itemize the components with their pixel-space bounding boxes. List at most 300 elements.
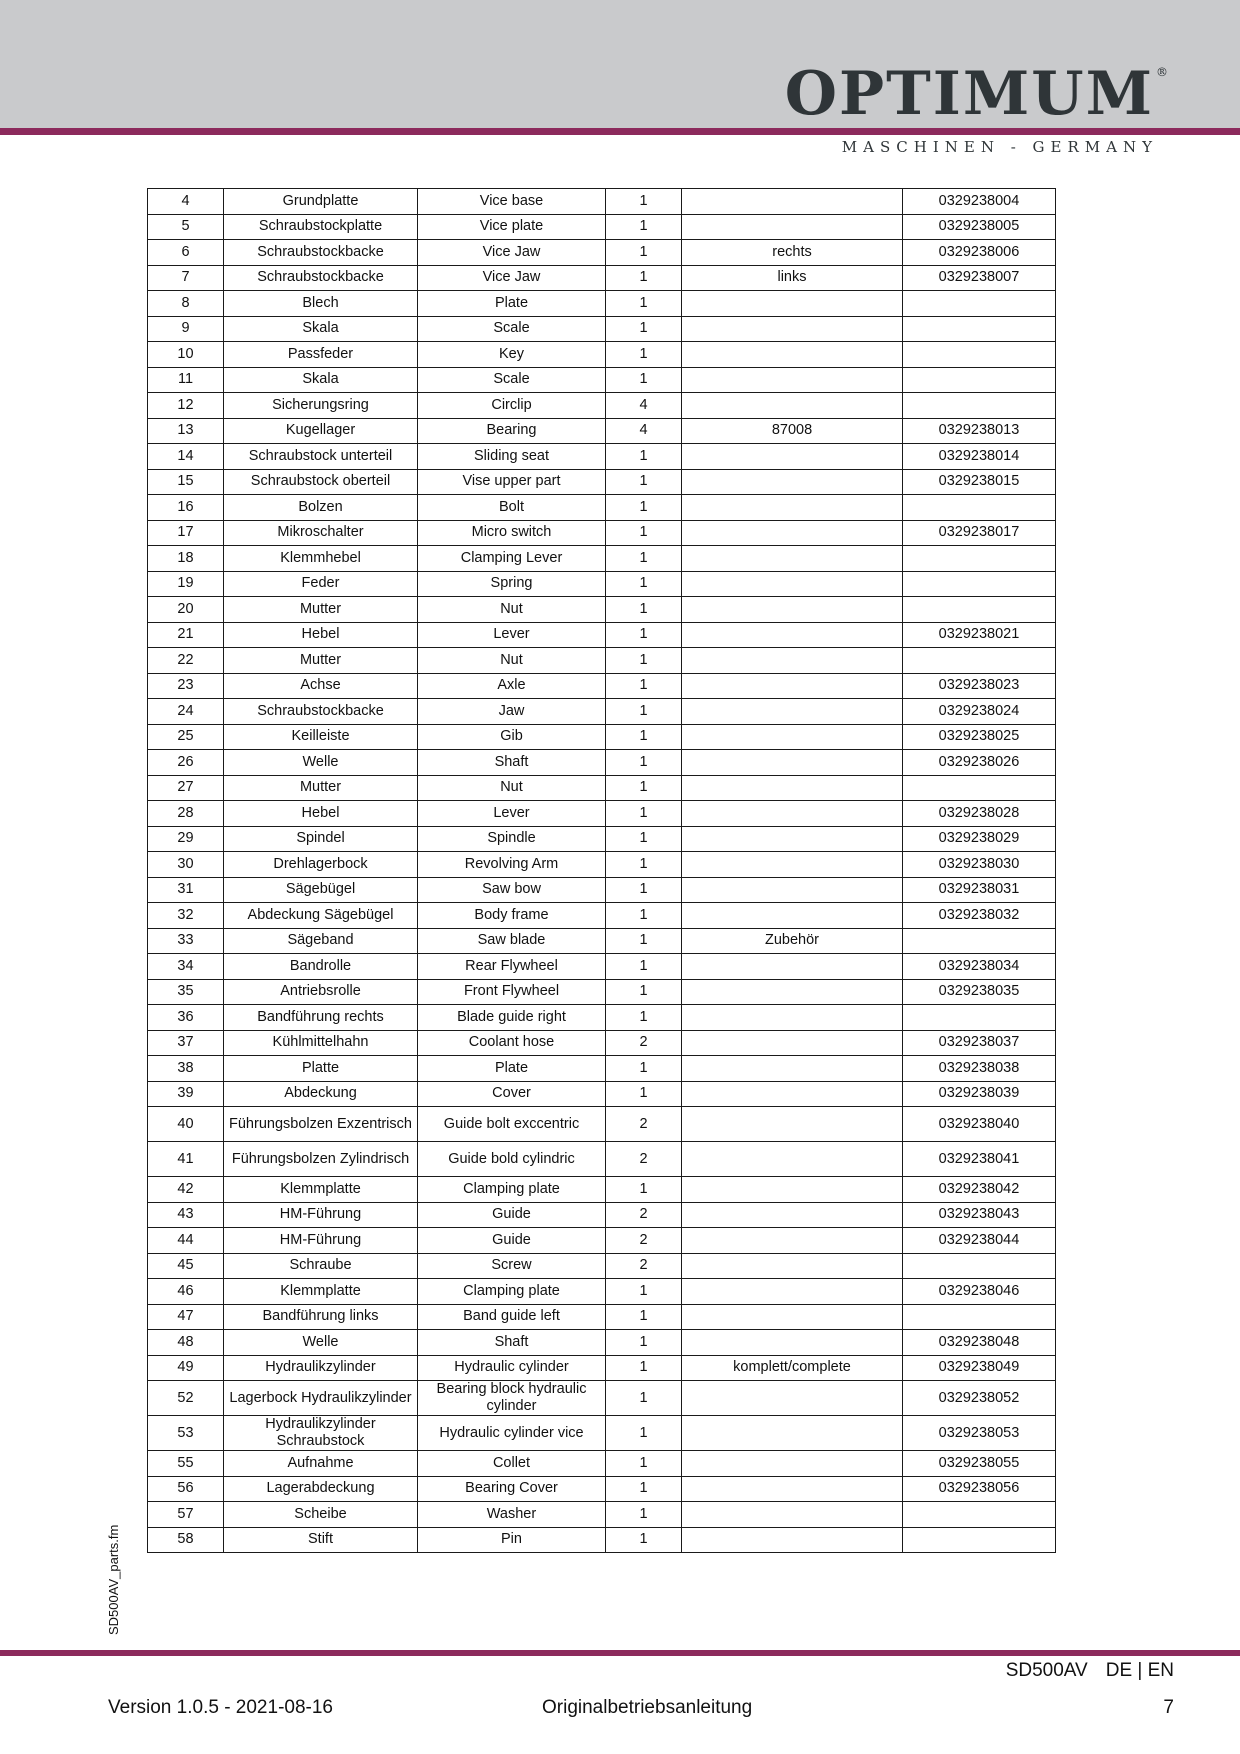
- german-name-cell: Aufnahme: [224, 1451, 418, 1477]
- table-row: [148, 1177, 1056, 1203]
- table-row: [148, 852, 1056, 878]
- article-number-cell: [903, 597, 1056, 623]
- model-info: [1006, 1660, 1174, 1682]
- note-cell: [682, 1142, 903, 1177]
- quantity-cell: 1: [606, 622, 682, 648]
- article-number-cell: 0329238042: [903, 1177, 1056, 1203]
- english-name-cell: Band guide left: [418, 1304, 606, 1330]
- part-number-cell: 44: [148, 1228, 224, 1254]
- german-name-cell: Schraubstockplatte: [224, 214, 418, 240]
- part-number-cell: 19: [148, 571, 224, 597]
- article-number-cell: 0329238004: [903, 189, 1056, 215]
- english-name-cell: Hydraulic cylinder vice: [418, 1416, 606, 1451]
- german-name-cell: Welle: [224, 1330, 418, 1356]
- table-row: [148, 367, 1056, 393]
- quantity-cell: 1: [606, 903, 682, 929]
- part-number-cell: 34: [148, 954, 224, 980]
- article-number-cell: [903, 367, 1056, 393]
- note-cell: [682, 393, 903, 419]
- quantity-cell: 1: [606, 1381, 682, 1416]
- quantity-cell: 2: [606, 1107, 682, 1142]
- part-number-cell: 20: [148, 597, 224, 623]
- article-number-cell: 0329238049: [903, 1355, 1056, 1381]
- german-name-cell: Antriebsrolle: [224, 979, 418, 1005]
- table-row: [148, 1381, 1056, 1416]
- german-name-cell: Schraubstock oberteil: [224, 469, 418, 495]
- quantity-cell: 1: [606, 265, 682, 291]
- english-name-cell: Hydraulic cylinder: [418, 1355, 606, 1381]
- table-row: [148, 1142, 1056, 1177]
- english-name-cell: Saw bow: [418, 877, 606, 903]
- table-row: [148, 1330, 1056, 1356]
- article-number-cell: 0329238038: [903, 1056, 1056, 1082]
- note-cell: [682, 673, 903, 699]
- table-row: [148, 189, 1056, 215]
- part-number-cell: 45: [148, 1253, 224, 1279]
- table-row: [148, 673, 1056, 699]
- english-name-cell: Bearing block hydraulic cylinder: [418, 1381, 606, 1416]
- quantity-cell: 1: [606, 240, 682, 266]
- part-number-cell: 27: [148, 775, 224, 801]
- english-name-cell: Jaw: [418, 699, 606, 725]
- english-name-cell: Axle: [418, 673, 606, 699]
- german-name-cell: HM-Führung: [224, 1228, 418, 1254]
- quantity-cell: 1: [606, 189, 682, 215]
- german-name-cell: Drehlagerbock: [224, 852, 418, 878]
- part-number-cell: 24: [148, 699, 224, 725]
- english-name-cell: Washer: [418, 1502, 606, 1528]
- version-label: Version 1.0.5 - 2021-08-16: [108, 1697, 333, 1718]
- german-name-cell: Skala: [224, 367, 418, 393]
- note-cell: [682, 1451, 903, 1477]
- english-name-cell: Micro switch: [418, 520, 606, 546]
- german-name-cell: Schraubstockbacke: [224, 265, 418, 291]
- quantity-cell: 1: [606, 979, 682, 1005]
- part-number-cell: 55: [148, 1451, 224, 1477]
- english-name-cell: Nut: [418, 648, 606, 674]
- part-number-cell: 4: [148, 189, 224, 215]
- article-number-cell: 0329238015: [903, 469, 1056, 495]
- article-number-cell: [903, 928, 1056, 954]
- german-name-cell: Schraube: [224, 1253, 418, 1279]
- german-name-cell: Skala: [224, 316, 418, 342]
- quantity-cell: 1: [606, 673, 682, 699]
- table-row: [148, 1005, 1056, 1031]
- german-name-cell: Achse: [224, 673, 418, 699]
- table-row: [148, 775, 1056, 801]
- quantity-cell: 1: [606, 367, 682, 393]
- part-number-cell: 17: [148, 520, 224, 546]
- parts-table: [147, 188, 1056, 1553]
- part-number-cell: 21: [148, 622, 224, 648]
- english-name-cell: Guide bold cylindric: [418, 1142, 606, 1177]
- article-number-cell: 0329238032: [903, 903, 1056, 929]
- quantity-cell: 1: [606, 571, 682, 597]
- quantity-cell: 1: [606, 546, 682, 572]
- table-row: [148, 444, 1056, 470]
- note-cell: [682, 826, 903, 852]
- note-cell: [682, 648, 903, 674]
- part-number-cell: 36: [148, 1005, 224, 1031]
- table-row: [148, 903, 1056, 929]
- german-name-cell: Blech: [224, 291, 418, 317]
- quantity-cell: 2: [606, 1228, 682, 1254]
- note-cell: rechts: [682, 240, 903, 266]
- part-number-cell: 33: [148, 928, 224, 954]
- table-row: [148, 699, 1056, 725]
- note-cell: [682, 597, 903, 623]
- note-cell: [682, 750, 903, 776]
- english-name-cell: Body frame: [418, 903, 606, 929]
- language-codes: DE | EN: [1105, 1660, 1174, 1681]
- german-name-cell: Hebel: [224, 622, 418, 648]
- note-cell: [682, 1416, 903, 1451]
- english-name-cell: Vice Jaw: [418, 265, 606, 291]
- article-number-cell: 0329238021: [903, 622, 1056, 648]
- article-number-cell: [903, 571, 1056, 597]
- german-name-cell: Sägebügel: [224, 877, 418, 903]
- note-cell: [682, 546, 903, 572]
- quantity-cell: 1: [606, 1502, 682, 1528]
- document-type: Originalbetriebsanleitung: [542, 1697, 753, 1718]
- quantity-cell: 1: [606, 877, 682, 903]
- english-name-cell: Plate: [418, 1056, 606, 1082]
- german-name-cell: Kühlmittelhahn: [224, 1030, 418, 1056]
- german-name-cell: Bandrolle: [224, 954, 418, 980]
- english-name-cell: Coolant hose: [418, 1030, 606, 1056]
- quantity-cell: 1: [606, 342, 682, 368]
- quantity-cell: 1: [606, 444, 682, 470]
- table-row: [148, 1030, 1056, 1056]
- english-name-cell: Bearing Cover: [418, 1476, 606, 1502]
- table-row: [148, 214, 1056, 240]
- note-cell: [682, 801, 903, 827]
- table-row: [148, 1416, 1056, 1451]
- note-cell: [682, 1476, 903, 1502]
- part-number-cell: 32: [148, 903, 224, 929]
- article-number-cell: 0329238017: [903, 520, 1056, 546]
- english-name-cell: Nut: [418, 775, 606, 801]
- brand-logo: [784, 59, 1170, 129]
- table-row: [148, 724, 1056, 750]
- english-name-cell: Plate: [418, 291, 606, 317]
- table-row: [148, 597, 1056, 623]
- side-file-label: SD500AV_parts.fm: [106, 1524, 121, 1635]
- german-name-cell: Bandführung links: [224, 1304, 418, 1330]
- german-name-cell: Sicherungsring: [224, 393, 418, 419]
- english-name-cell: Rear Flywheel: [418, 954, 606, 980]
- table-row: [148, 750, 1056, 776]
- note-cell: [682, 852, 903, 878]
- note-cell: [682, 775, 903, 801]
- part-number-cell: 53: [148, 1416, 224, 1451]
- english-name-cell: Clamping plate: [418, 1177, 606, 1203]
- note-cell: [682, 877, 903, 903]
- note-cell: [682, 214, 903, 240]
- english-name-cell: Sliding seat: [418, 444, 606, 470]
- note-cell: [682, 1279, 903, 1305]
- part-number-cell: 56: [148, 1476, 224, 1502]
- german-name-cell: Passfeder: [224, 342, 418, 368]
- english-name-cell: Screw: [418, 1253, 606, 1279]
- table-row: [148, 291, 1056, 317]
- article-number-cell: 0329238035: [903, 979, 1056, 1005]
- table-row: [148, 1355, 1056, 1381]
- english-name-cell: Guide: [418, 1202, 606, 1228]
- article-number-cell: 0329238039: [903, 1081, 1056, 1107]
- article-number-cell: 0329238013: [903, 418, 1056, 444]
- english-name-cell: Lever: [418, 622, 606, 648]
- table-row: [148, 520, 1056, 546]
- table-row: [148, 801, 1056, 827]
- quantity-cell: 1: [606, 1476, 682, 1502]
- note-cell: [682, 954, 903, 980]
- quantity-cell: 1: [606, 724, 682, 750]
- english-name-cell: Key: [418, 342, 606, 368]
- part-number-cell: 47: [148, 1304, 224, 1330]
- note-cell: [682, 1005, 903, 1031]
- article-number-cell: 0329238056: [903, 1476, 1056, 1502]
- english-name-cell: Guide bolt exccentric: [418, 1107, 606, 1142]
- table-row: [148, 1253, 1056, 1279]
- article-number-cell: 0329238014: [903, 444, 1056, 470]
- article-number-cell: 0329238030: [903, 852, 1056, 878]
- article-number-cell: [903, 775, 1056, 801]
- note-cell: [682, 1253, 903, 1279]
- quantity-cell: 1: [606, 520, 682, 546]
- note-cell: [682, 520, 903, 546]
- table-row: [148, 622, 1056, 648]
- quantity-cell: 1: [606, 750, 682, 776]
- quantity-cell: 1: [606, 954, 682, 980]
- model-name: SD500AV: [1005, 1660, 1088, 1681]
- note-cell: [682, 444, 903, 470]
- article-number-cell: [903, 546, 1056, 572]
- part-number-cell: 28: [148, 801, 224, 827]
- header-rule: [0, 128, 1240, 135]
- page-number: 7: [1163, 1697, 1174, 1718]
- table-row: [148, 1202, 1056, 1228]
- english-name-cell: Blade guide right: [418, 1005, 606, 1031]
- note-cell: [682, 622, 903, 648]
- part-number-cell: 11: [148, 367, 224, 393]
- part-number-cell: 58: [148, 1527, 224, 1553]
- quantity-cell: 1: [606, 1081, 682, 1107]
- quantity-cell: 1: [606, 852, 682, 878]
- english-name-cell: Saw blade: [418, 928, 606, 954]
- german-name-cell: Platte: [224, 1056, 418, 1082]
- english-name-cell: Revolving Arm: [418, 852, 606, 878]
- table-row: [148, 877, 1056, 903]
- article-number-cell: [903, 316, 1056, 342]
- english-name-cell: Clamping plate: [418, 1279, 606, 1305]
- english-name-cell: Vice plate: [418, 214, 606, 240]
- quantity-cell: 1: [606, 1304, 682, 1330]
- table-row: [148, 240, 1056, 266]
- german-name-cell: Mutter: [224, 597, 418, 623]
- german-name-cell: Grundplatte: [224, 189, 418, 215]
- footer-rule: [0, 1650, 1240, 1656]
- quantity-cell: 2: [606, 1142, 682, 1177]
- note-cell: [682, 342, 903, 368]
- article-number-cell: [903, 393, 1056, 419]
- quantity-cell: 1: [606, 316, 682, 342]
- german-name-cell: Bandführung rechts: [224, 1005, 418, 1031]
- german-name-cell: Hydraulikzylinder Schraubstock: [224, 1416, 418, 1451]
- part-number-cell: 38: [148, 1056, 224, 1082]
- quantity-cell: 1: [606, 1416, 682, 1451]
- registered-mark: ®: [1156, 65, 1170, 79]
- english-name-cell: Bearing: [418, 418, 606, 444]
- part-number-cell: 48: [148, 1330, 224, 1356]
- quantity-cell: 1: [606, 928, 682, 954]
- english-name-cell: Circlip: [418, 393, 606, 419]
- english-name-cell: Guide: [418, 1228, 606, 1254]
- article-number-cell: 0329238025: [903, 724, 1056, 750]
- german-name-cell: Klemmhebel: [224, 546, 418, 572]
- english-name-cell: Scale: [418, 367, 606, 393]
- table-row: [148, 928, 1056, 954]
- english-name-cell: Bolt: [418, 495, 606, 521]
- note-cell: [682, 724, 903, 750]
- note-cell: [682, 1527, 903, 1553]
- german-name-cell: Bolzen: [224, 495, 418, 521]
- quantity-cell: 1: [606, 1527, 682, 1553]
- german-name-cell: Spindel: [224, 826, 418, 852]
- note-cell: [682, 316, 903, 342]
- german-name-cell: Lagerbock Hydraulikzylinder: [224, 1381, 418, 1416]
- part-number-cell: 30: [148, 852, 224, 878]
- note-cell: [682, 469, 903, 495]
- quantity-cell: 1: [606, 291, 682, 317]
- part-number-cell: 12: [148, 393, 224, 419]
- table-row: [148, 826, 1056, 852]
- english-name-cell: Cover: [418, 1081, 606, 1107]
- german-name-cell: Stift: [224, 1527, 418, 1553]
- english-name-cell: Spindle: [418, 826, 606, 852]
- part-number-cell: 40: [148, 1107, 224, 1142]
- quantity-cell: 1: [606, 1279, 682, 1305]
- part-number-cell: 31: [148, 877, 224, 903]
- part-number-cell: 26: [148, 750, 224, 776]
- part-number-cell: 16: [148, 495, 224, 521]
- part-number-cell: 29: [148, 826, 224, 852]
- note-cell: [682, 1107, 903, 1142]
- parts-table-body: [148, 189, 1056, 1553]
- article-number-cell: 0329238043: [903, 1202, 1056, 1228]
- german-name-cell: Hydraulikzylinder: [224, 1355, 418, 1381]
- quantity-cell: 1: [606, 826, 682, 852]
- brand-tagline: MASCHINEN - GERMANY: [841, 138, 1158, 156]
- table-row: [148, 546, 1056, 572]
- part-number-cell: 9: [148, 316, 224, 342]
- quantity-cell: 2: [606, 1030, 682, 1056]
- note-cell: [682, 189, 903, 215]
- article-number-cell: 0329238055: [903, 1451, 1056, 1477]
- table-row: [148, 571, 1056, 597]
- quantity-cell: 1: [606, 1355, 682, 1381]
- german-name-cell: Kugellager: [224, 418, 418, 444]
- note-cell: [682, 571, 903, 597]
- part-number-cell: 8: [148, 291, 224, 317]
- note-cell: [682, 495, 903, 521]
- part-number-cell: 35: [148, 979, 224, 1005]
- english-name-cell: Clamping Lever: [418, 546, 606, 572]
- part-number-cell: 13: [148, 418, 224, 444]
- table-row: [148, 469, 1056, 495]
- german-name-cell: HM-Führung: [224, 1202, 418, 1228]
- table-row: [148, 648, 1056, 674]
- english-name-cell: Nut: [418, 597, 606, 623]
- part-number-cell: 5: [148, 214, 224, 240]
- quantity-cell: 1: [606, 1177, 682, 1203]
- article-number-cell: 0329238006: [903, 240, 1056, 266]
- part-number-cell: 18: [148, 546, 224, 572]
- article-number-cell: 0329238053: [903, 1416, 1056, 1451]
- part-number-cell: 25: [148, 724, 224, 750]
- quantity-cell: 1: [606, 495, 682, 521]
- german-name-cell: Schraubstock unterteil: [224, 444, 418, 470]
- english-name-cell: Shaft: [418, 1330, 606, 1356]
- german-name-cell: Mikroschalter: [224, 520, 418, 546]
- german-name-cell: Feder: [224, 571, 418, 597]
- brand-name: OPTIMUM: [784, 59, 1154, 129]
- table-row: [148, 495, 1056, 521]
- part-number-cell: 23: [148, 673, 224, 699]
- article-number-cell: 0329238052: [903, 1381, 1056, 1416]
- quantity-cell: 1: [606, 775, 682, 801]
- quantity-cell: 1: [606, 469, 682, 495]
- table-row: [148, 979, 1056, 1005]
- quantity-cell: 1: [606, 699, 682, 725]
- note-cell: [682, 1228, 903, 1254]
- table-row: [148, 1056, 1056, 1082]
- german-name-cell: Führungsbolzen Exzentrisch: [224, 1107, 418, 1142]
- quantity-cell: 1: [606, 1056, 682, 1082]
- quantity-cell: 2: [606, 1202, 682, 1228]
- article-number-cell: 0329238034: [903, 954, 1056, 980]
- article-number-cell: [903, 1502, 1056, 1528]
- table-row: [148, 954, 1056, 980]
- german-name-cell: Schraubstockbacke: [224, 699, 418, 725]
- note-cell: [682, 1177, 903, 1203]
- part-number-cell: 52: [148, 1381, 224, 1416]
- english-name-cell: Lever: [418, 801, 606, 827]
- table-row: [148, 393, 1056, 419]
- english-name-cell: Vice Jaw: [418, 240, 606, 266]
- note-cell: [682, 979, 903, 1005]
- english-name-cell: Shaft: [418, 750, 606, 776]
- article-number-cell: 0329238023: [903, 673, 1056, 699]
- quantity-cell: 1: [606, 214, 682, 240]
- german-name-cell: Schraubstockbacke: [224, 240, 418, 266]
- part-number-cell: 22: [148, 648, 224, 674]
- note-cell: [682, 699, 903, 725]
- table-row: [148, 342, 1056, 368]
- table-row: [148, 1279, 1056, 1305]
- article-number-cell: 0329238046: [903, 1279, 1056, 1305]
- article-number-cell: [903, 291, 1056, 317]
- article-number-cell: 0329238024: [903, 699, 1056, 725]
- note-cell: [682, 1502, 903, 1528]
- english-name-cell: Pin: [418, 1527, 606, 1553]
- article-number-cell: 0329238031: [903, 877, 1056, 903]
- note-cell: [682, 1056, 903, 1082]
- german-name-cell: Abdeckung Sägebügel: [224, 903, 418, 929]
- note-cell: [682, 1202, 903, 1228]
- table-row: [148, 1228, 1056, 1254]
- quantity-cell: 4: [606, 393, 682, 419]
